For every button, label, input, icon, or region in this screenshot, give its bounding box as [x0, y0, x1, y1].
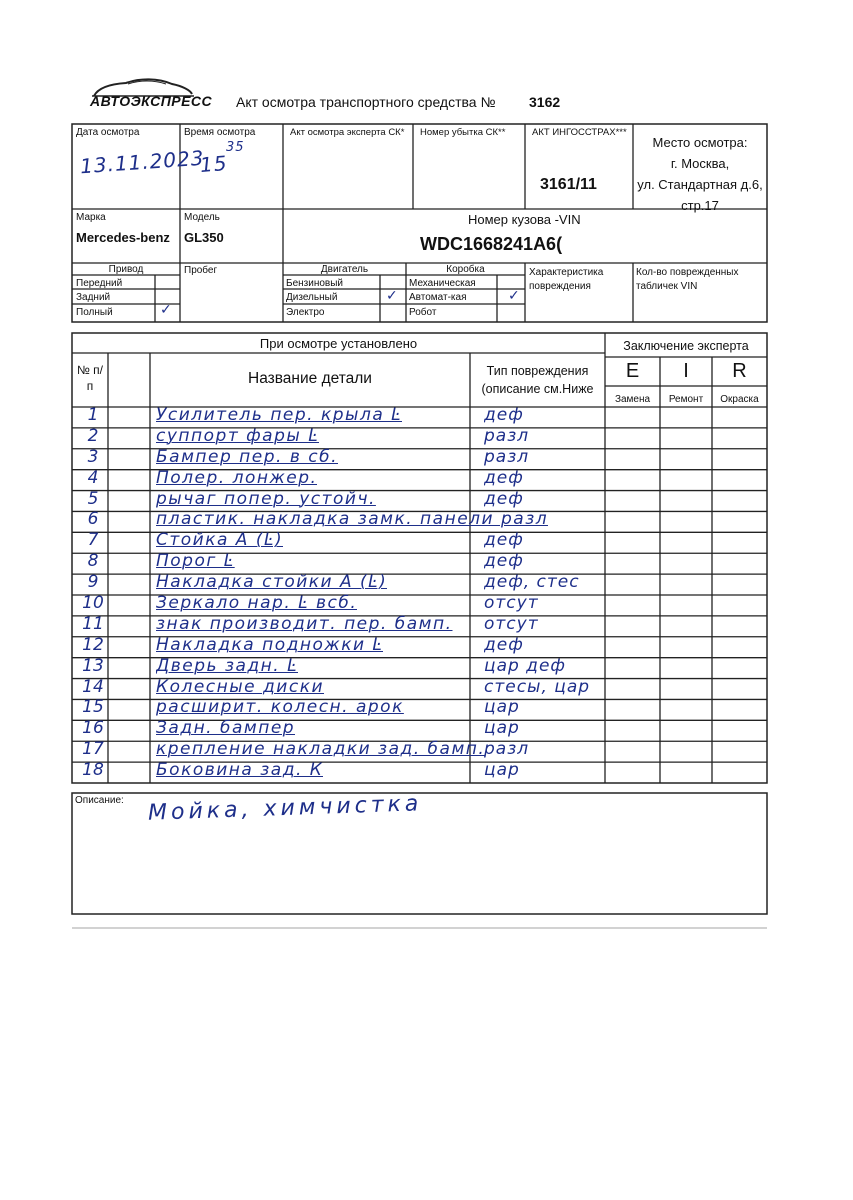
row-damage-type: деф [484, 530, 524, 551]
row-number: 10 [82, 593, 104, 613]
brand-value: Mercedes-benz [76, 230, 170, 245]
row-number: 18 [82, 760, 104, 781]
table-row [72, 655, 767, 679]
row-damage-type: деф [484, 488, 524, 509]
row-part-name: знак производит. пер. бамп. [156, 613, 453, 634]
engine-option-petrol: Бензиновый [286, 278, 343, 289]
row-number: 7 [87, 530, 99, 551]
place-line-3: стр.17 [681, 198, 719, 213]
expert-conclusion-title: Заключение эксперта [623, 339, 749, 353]
ingos-value: 3161/11 [540, 176, 597, 193]
row-part-name: Дверь задн. Ŀ [156, 655, 299, 676]
findings-title: При осмотре установлено [259, 336, 418, 351]
table-row [72, 467, 767, 491]
row-damage-type: цар [484, 760, 520, 781]
row-number: 6 [87, 509, 99, 530]
row-part-name: Усилитель пер. крыла Ŀ [156, 405, 403, 425]
row-damage-type: деф [484, 551, 524, 572]
row-damage-type: отсут [484, 613, 539, 634]
row-number: 11 [82, 613, 104, 634]
row-number: 3 [87, 446, 99, 467]
table-row [72, 407, 767, 428]
num-header: № п/п [76, 363, 104, 393]
time-minutes: 35 [226, 140, 245, 155]
table-row [72, 741, 767, 762]
logo-text: АВТОЭКСПРЕСС [90, 93, 213, 109]
row-part-name: Полер. лонжер. [156, 467, 318, 488]
row-damage-type: цар деф [484, 655, 566, 676]
table-row [72, 613, 767, 637]
engine-label: Двигатель [320, 264, 369, 275]
row-damage-type: отсут [484, 593, 539, 613]
row-number: 8 [87, 551, 99, 572]
row-damage-type: деф, стес [484, 572, 580, 593]
model-label: Модель [184, 212, 220, 223]
col-letter-e: E [625, 360, 640, 382]
table-row [72, 488, 767, 512]
table-row [72, 553, 767, 574]
description-label: Описание: [75, 795, 124, 806]
ingos-label: АКТ ИНГОССТРАХ*** [532, 127, 627, 138]
act-title: Акт осмотра транспортного средства № [236, 94, 496, 110]
row-damage-type: стесы, цар [484, 676, 591, 697]
model-value: GL350 [184, 230, 224, 245]
drive-option-full: Полный [76, 307, 113, 318]
row-number: 17 [82, 739, 104, 760]
row-damage-type: деф [484, 467, 524, 488]
drive-option-rear: Задний [76, 292, 111, 303]
row-damage-type: цар [484, 697, 520, 718]
col-name-replace: Замена [614, 394, 651, 405]
drive-check-mark: ✓ [160, 302, 173, 318]
place-block [633, 132, 767, 216]
table-row [72, 762, 767, 783]
gearbox-option-robot: Робот [409, 307, 437, 318]
mileage-label: Пробег [184, 265, 218, 276]
time-label: Время осмотра [184, 127, 256, 138]
row-part-name: Порог Ŀ [156, 551, 235, 572]
row-part-name: Боковина зад. К [156, 760, 324, 781]
place-line-2: ул. Стандартная д.6, [637, 177, 763, 192]
engine-option-diesel: Дизельный [286, 292, 338, 303]
engine-option-electric: Электро [286, 307, 325, 318]
table-row [72, 532, 767, 553]
row-number: 2 [87, 425, 99, 446]
drive-label: Привод [108, 264, 144, 275]
time-value: 15 [199, 150, 229, 178]
row-part-name: Задн. бампер [156, 718, 296, 739]
row-number: 5 [87, 488, 99, 509]
row-number: 16 [82, 718, 104, 739]
table-row [72, 595, 767, 616]
gearbox-option-manual: Механическая [409, 278, 476, 289]
description-text: Мойка, химчистка [147, 791, 423, 826]
row-part-name: пластик. накладка замк. панели разл [156, 509, 549, 530]
place-line-1: г. Москва, [670, 156, 730, 171]
vin-label: Номер кузова -VIN [468, 212, 581, 227]
row-number: 9 [87, 572, 99, 593]
col-name-repair: Ремонт [668, 394, 704, 405]
row-damage-type: разл [484, 739, 530, 760]
row-damage-type: цар [484, 718, 520, 739]
col-letter-i: I [683, 360, 689, 382]
row-number: 12 [82, 634, 104, 655]
table-row [72, 574, 767, 595]
row-damage-type: деф [484, 634, 524, 655]
row-part-name: Стойка А (Ŀ) [156, 530, 284, 551]
date-label: Дата осмотра [76, 127, 140, 138]
row-part-name: Накладка подножки Ŀ [156, 634, 384, 655]
damage-char-label: Характеристика повреждения [529, 267, 604, 292]
row-part-name: крепление накладки зад. бамп. [156, 739, 486, 760]
col-letter-r: R [732, 360, 747, 382]
engine-check-mark: ✓ [386, 288, 399, 304]
row-part-name: расширит. колесн. арок [156, 697, 404, 718]
gearbox-label: Коробка [446, 264, 485, 275]
gearbox-option-auto: Автомат-кая [409, 292, 467, 303]
vin-plates-label: Кол-во поврежденных табличек VIN [636, 267, 739, 292]
row-number: 4 [87, 467, 99, 488]
gearbox-check-mark: ✓ [508, 288, 521, 304]
table-row [72, 425, 767, 449]
row-number: 13 [82, 655, 104, 676]
part-name-header: Название детали [248, 370, 372, 387]
row-damage-type: разл [484, 446, 530, 467]
row-damage-type: деф [484, 405, 524, 425]
row-part-name: Бампер пер. в сб. [156, 446, 339, 467]
vin-value: WDC1668241A6( [420, 234, 563, 254]
col-name-paint: Окраска [720, 394, 759, 405]
expert-act-label: Акт осмотра эксперта СК* [290, 127, 405, 138]
row-part-name: суппорт фары Ŀ [156, 425, 320, 446]
row-damage-type: разл [484, 425, 530, 446]
act-number: 3162 [529, 94, 561, 110]
date-value: 13.11.2023 [79, 145, 206, 179]
place-label: Место осмотра: [652, 135, 748, 150]
row-number: 14 [82, 676, 104, 697]
drive-option-front: Передний [76, 278, 123, 289]
table-row [72, 720, 767, 741]
damage-type-header: Тип повреждения (описание см.Ниже [481, 364, 594, 396]
row-part-name: рычаг попер. устойч. [156, 488, 376, 509]
table-row [72, 676, 767, 700]
row-number: 15 [82, 697, 104, 718]
brand-label: Марка [76, 212, 106, 223]
row-number: 1 [87, 405, 99, 425]
table-row [72, 511, 767, 532]
table-row [72, 634, 767, 658]
row-part-name: Колесные диски [156, 676, 325, 697]
loss-number-label: Номер убытка СК** [420, 127, 506, 138]
table-row [72, 446, 767, 470]
row-part-name: Накладка стойки А (Ŀ) [156, 572, 388, 593]
table-row [72, 699, 767, 720]
row-part-name: Зеркало нар. Ŀ всб. [156, 593, 358, 613]
